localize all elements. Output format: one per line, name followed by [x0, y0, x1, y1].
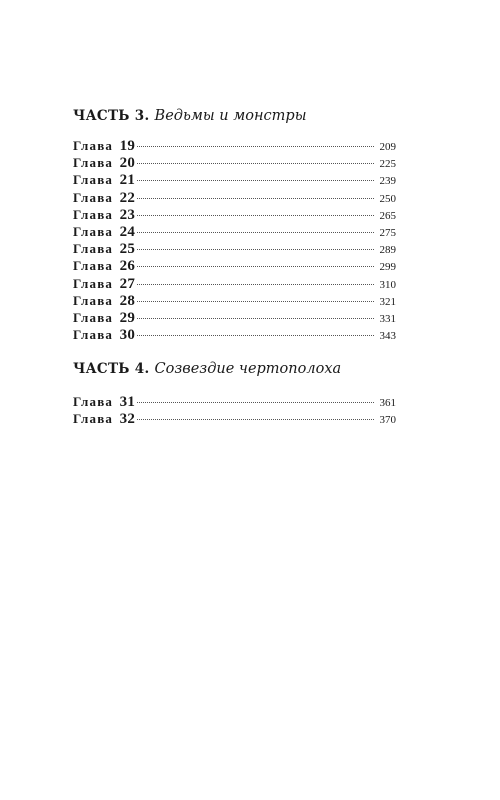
part-heading	[73, 357, 396, 379]
leader-dots	[137, 335, 374, 336]
leader-dots	[137, 249, 374, 250]
chapter-entry[interactable]	[73, 171, 396, 188]
chapter-list	[73, 137, 396, 343]
chapter-entry[interactable]	[73, 137, 396, 154]
leader-dots	[137, 146, 374, 147]
chapter-label: Глава 19	[73, 138, 136, 154]
part-label: ЧАСТЬ 3.	[73, 108, 150, 124]
chapter-list	[73, 393, 396, 427]
chapter-label: Глава 28	[73, 292, 136, 309]
chapter-label: Глава 25	[73, 241, 136, 258]
page-number: 361	[379, 397, 396, 409]
chapter-label: Глава 22	[73, 189, 136, 206]
part-label: ЧАСТЬ 4.	[73, 361, 150, 377]
page-number: 331	[379, 312, 396, 325]
chapter-entry[interactable]	[73, 393, 396, 410]
chapter-label: Глава 20	[73, 155, 136, 172]
leader-dots	[137, 215, 374, 216]
leader-dots	[137, 266, 374, 267]
page-number: 275	[379, 226, 396, 239]
chapter-entry[interactable]	[73, 292, 396, 309]
page-number: 370	[379, 414, 396, 427]
chapter-entry[interactable]	[73, 326, 396, 343]
chapter-entry[interactable]	[73, 223, 396, 240]
leader-dots	[137, 301, 374, 302]
chapter-label: Глава 32	[73, 411, 136, 428]
part-heading	[73, 104, 396, 126]
chapter-entry[interactable]	[73, 189, 396, 206]
chapter-entry[interactable]	[73, 154, 396, 171]
chapter-entry[interactable]	[73, 257, 396, 274]
chapter-label: Глава 27	[73, 275, 136, 292]
leader-dots	[137, 284, 374, 285]
leader-dots	[137, 232, 374, 233]
leader-dots	[137, 198, 374, 199]
chapter-entry[interactable]	[73, 206, 396, 223]
page-number: 289	[379, 244, 396, 257]
part-title: Созвездие чертополоха	[154, 361, 342, 377]
page-number: 225	[379, 158, 396, 171]
chapter-label: Глава 24	[73, 223, 136, 240]
chapter-entry[interactable]	[73, 309, 396, 326]
leader-dots	[137, 419, 374, 420]
part-title: Ведьмы и монстры	[154, 108, 307, 124]
chapter-label: Глава 23	[73, 206, 136, 223]
page-number: 310	[379, 278, 396, 291]
chapter-label: Глава 26	[73, 258, 136, 275]
chapter-label: Глава 21	[73, 172, 136, 189]
page-number: 250	[379, 192, 396, 205]
page-number: 239	[379, 175, 396, 188]
page-number: 321	[379, 295, 396, 308]
page-number: 265	[379, 209, 396, 222]
page-number: 299	[379, 261, 396, 274]
chapter-label: Глава 31	[73, 394, 136, 410]
leader-dots	[137, 402, 374, 403]
leader-dots	[137, 318, 374, 319]
leader-dots	[137, 180, 374, 181]
chapter-label: Глава 30	[73, 327, 136, 344]
page-number: 343	[379, 330, 396, 343]
leader-dots	[137, 163, 374, 164]
chapter-label: Глава 29	[73, 309, 136, 326]
page-number: 209	[379, 141, 396, 153]
chapter-entry[interactable]	[73, 275, 396, 292]
chapter-entry[interactable]	[73, 240, 396, 257]
chapter-entry[interactable]	[73, 410, 396, 427]
